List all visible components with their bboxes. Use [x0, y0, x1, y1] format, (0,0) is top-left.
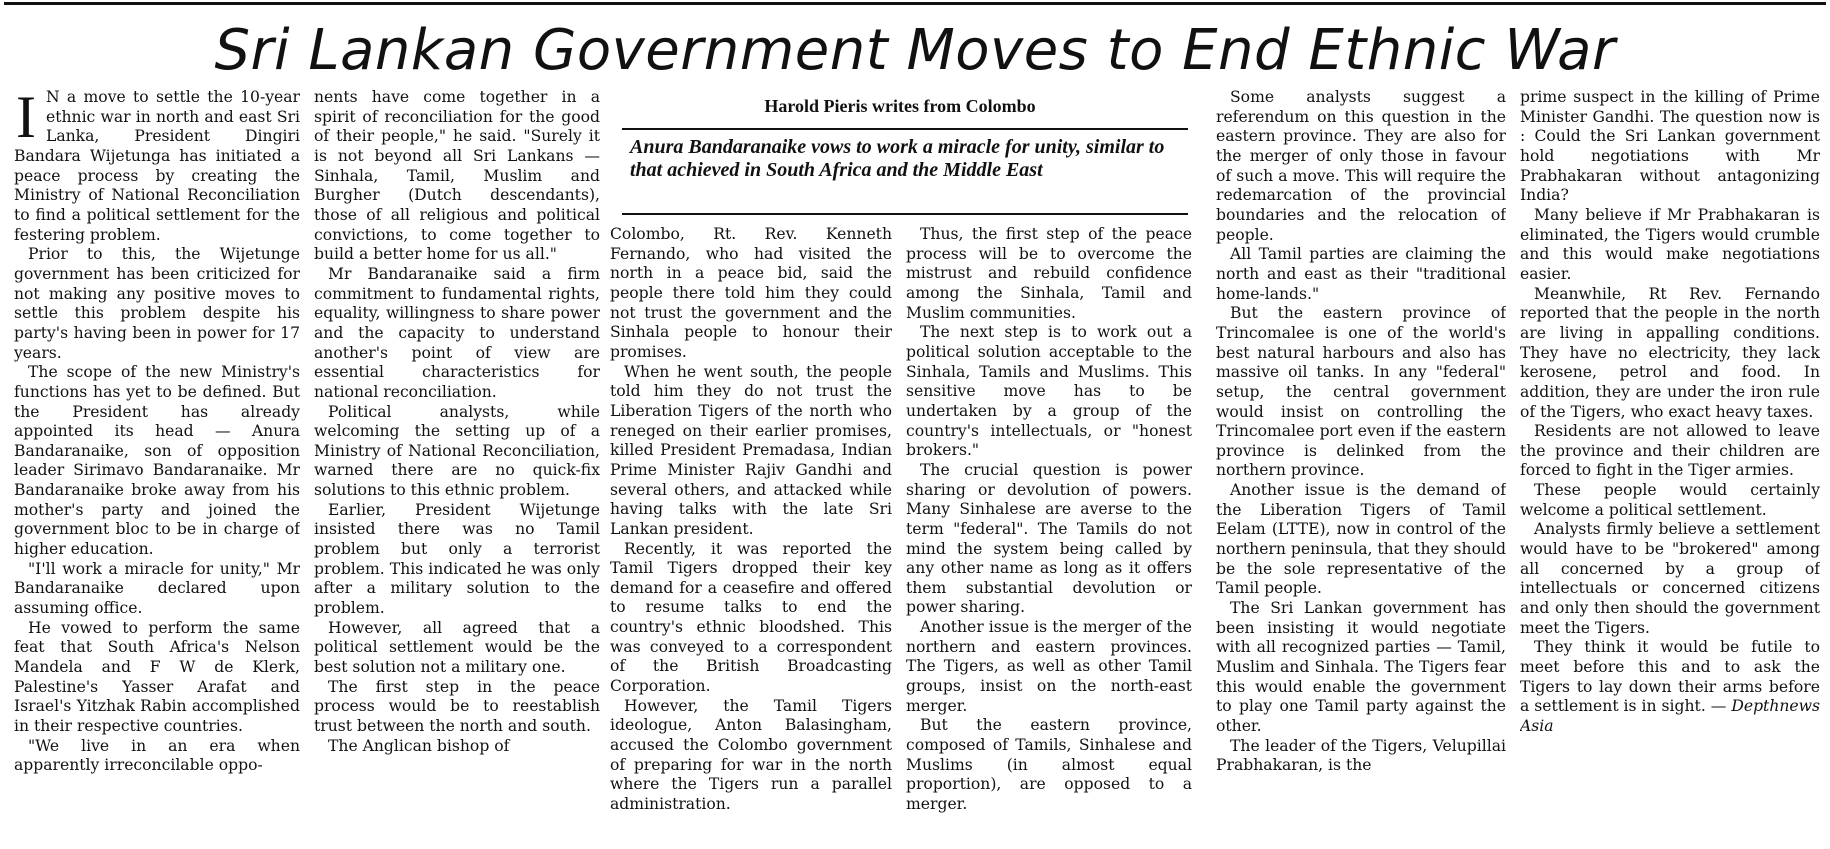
paragraph: All Tamil parties are claiming the north and east as their "traditional home-lands.": [1216, 245, 1506, 303]
paragraph: Thus, the first step of the peace process will be to overcome the mistrust and rebuild confidence among the Sinhala, Tamil and Muslim communities.: [906, 225, 1192, 322]
paragraph: But the eastern province of Trincomalee is one of the world's best natural harbours and also has massive oil tanks. In any "federal" setup, the central government would insist on controlling the Trincomalee port even if the eastern province is delinked from the northern province.: [1216, 304, 1506, 480]
paragraph: When he went south, the people told him they do not trust the Liberation Tigers of the north who reneged on their earlier promises, killed President Premadasa, Indian Prime Minister Rajiv Gandhi and several others, and attacked while having talks with the late Sri Lankan president.: [610, 362, 892, 538]
paragraph: [1520, 638, 1820, 736]
paragraph: Another issue is the merger of the northern and eastern provinces. The Tigers, as well as other Tamil groups, insist on the north-east merger.: [906, 618, 1192, 715]
paragraph: nents have come together in a spirit of reconciliation for the good of their people," he said. "Surely it is not beyond all Sri Lankans — Sinhala, Tamil, Muslim and Burgher (Dutch descendants), those of all religious and political convictions, to come together to build a better home for us all.": [314, 88, 600, 264]
paragraph: Analysts firmly believe a settlement would have to be "brokered" among all concerned by a group of intellectuals or concerned citizens and only then should the government meet the Tigers.: [1520, 520, 1820, 637]
paragraph: But the eastern province, composed of Tamils, Sinhalese and Muslims (in almost equal proportion), are opposed to a merger.: [906, 716, 1192, 814]
paragraph: The Sri Lankan government has been insisting it would negotiate with all recognized parties — Tamil, Muslim and Sinhala. The Tigers fear this would enable the government to play one Tamil party against the other.: [1216, 599, 1506, 735]
article-column-4: [906, 225, 1192, 847]
deck: Anura Bandaranaike vows to work a miracle for unity, similar to that achieved in South Africa and the Middle East: [630, 136, 1165, 181]
paragraph: The next step is to work out a political solution acceptable to the Sinhala, Tamils and Muslims. This sensitive move has to be undertaken by a group of the country's intellectuals, or "honest brokers.": [906, 323, 1192, 460]
paragraph: Meanwhile, Rt Rev. Fernando reported that the people in the north are living in appalling conditions. They have no electricity, they lack kerosene, petrol and food. In addition, they are under the iron rule of the Tigers, who exact heavy taxes.: [1520, 284, 1820, 421]
credit-line: — Depthnews Asia: [1520, 697, 1820, 735]
paragraph: [14, 88, 300, 245]
byline: Harold Pieris writes from Colombo: [764, 96, 1036, 116]
article-column-6: [1520, 88, 1820, 847]
paragraph: Mr Bandaranaike said a firm commitment to fundamental rights, equality, willingness to share power and the capacity to understand another's point of view are essential characteristics for national reconciliation.: [314, 264, 600, 401]
paragraph: Another issue is the demand of the Liberation Tigers of Tamil Eelam (LTTE), now in control of the northern peninsula, that they should be the sole representative of the Tamil people.: [1216, 481, 1506, 598]
paragraph: Some analysts suggest a referendum on this question in the eastern province. They are also for the merger of only those in favour of such a move. This will require the redemarcation of the provincial boundaries and the relocation of people.: [1216, 88, 1506, 244]
article-column-3: [610, 225, 892, 847]
paragraph: The crucial question is power sharing or devolution of powers. Many Sinhalese are averse to the term "federal". The Tamils do not mind the system being called by any other name as long as it offers them substantial devolution or power sharing.: [906, 460, 1192, 617]
top-rule: [4, 2, 1826, 5]
paragraph-text: N a move to settle the 10-year ethnic war in north and east Sri Lanka, President Dingiri Bandara Wijetunga has initiated a peace process by creating the Ministry of National Reconciliation to find a political settlement for the festering problem.: [14, 88, 300, 244]
paragraph: Residents are not allowed to leave the province and their children are forced to fight in the Tiger armies.: [1520, 422, 1820, 480]
article-column-1: [14, 88, 300, 847]
paragraph: These people would certainly welcome a political settlement.: [1520, 481, 1820, 519]
paragraph: However, the Tamil Tigers ideologue, Anton Balasingham, accused the Colombo government of preparing for war in the north where the Tigers run a parallel administration.: [610, 696, 892, 814]
paragraph: However, all agreed that a political settlement would be the best solution not a military one.: [314, 618, 600, 677]
drop-cap: I: [16, 88, 36, 150]
paragraph: "I'll work a miracle for unity," Mr Bandaranaike declared upon assuming office.: [14, 559, 300, 618]
paragraph: He vowed to perform the same feat that South Africa's Nelson Mandela and F W de Klerk, Palestine's Yasser Arafat and Israel's Yitzhak Rabin accomplished in their respective countries.: [14, 618, 300, 735]
paragraph: Recently, it was reported the Tamil Tigers dropped their key demand for a ceasefire and offered to resume talks to end the country's ethnic bloodshed. This was conveyed to a correspondent of the British Broadcasting Corporation.: [610, 539, 892, 696]
paragraph: The scope of the new Ministry's functions has yet to be defined. But the President has already appointed its head — Anura Bandaranaike, son of opposition leader Sirimavo Bandaranaike. Mr Bandaranaike broke away from his mother's party and joined the government bloc to be in charge of higher education.: [14, 363, 300, 559]
deck-rule-bottom: [622, 213, 1188, 215]
paragraph: "We live in an era when apparently irreconcilable oppo-: [14, 736, 300, 775]
article-column-5: [1216, 88, 1506, 847]
deck-rule-top: [622, 128, 1188, 130]
paragraph: Earlier, President Wijetunge insisted there was no Tamil problem but only a terrorist problem. This indicated he was only after a military solution to the problem.: [314, 500, 600, 618]
headline: Sri Lankan Government Moves to End Ethnic War: [214, 18, 1616, 83]
paragraph-text: They think it would be futile to meet before this and to ask the Tigers to lay down their arms before a settlement is in sight.: [1520, 638, 1820, 716]
article-column-2: [314, 88, 600, 847]
paragraph: prime suspect in the killing of Prime Minister Gandhi. The question now is : Could the Sri Lankan government hold negotiations with Mr Prabhakaran without antagonizing India?: [1520, 88, 1820, 205]
paragraph: The first step in the peace process would be to reestablish trust between the north and south.: [314, 677, 600, 735]
paragraph: Political analysts, while welcoming the setting up of a Ministry of National Reconciliation, warned there are no quick-fix solutions to this ethnic problem.: [314, 402, 600, 500]
paragraph: Colombo, Rt. Rev. Kenneth Fernando, who had visited the north in a peace bid, said the people there told him they could not trust the government and the Sinhala people to honour their promises.: [610, 225, 892, 361]
paragraph: Prior to this, the Wijetunge government has been criticized for not making any positive moves to settle this problem despite his party's having been in power for 17 years.: [14, 245, 300, 362]
paragraph: The Anglican bishop of: [328, 736, 510, 755]
paragraph: Many believe if Mr Prabhakaran is eliminated, the Tigers would crumble and this would make negotiations easier.: [1520, 205, 1820, 283]
paragraph: The leader of the Tigers, Velupillai Prabhakaran, is the: [1216, 736, 1506, 775]
